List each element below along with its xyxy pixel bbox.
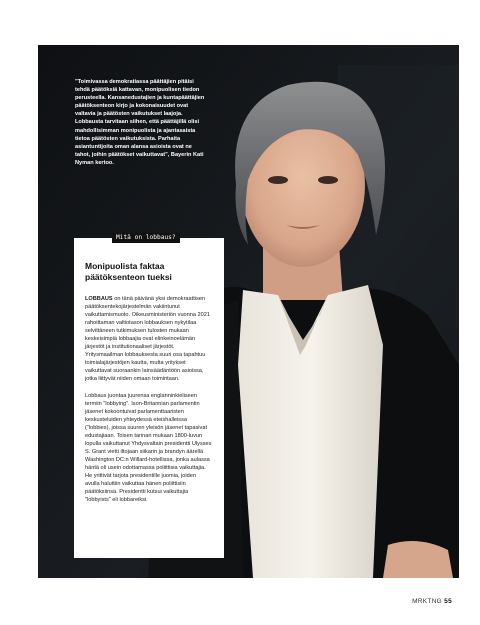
page-footer: [412, 598, 452, 605]
info-box-tag: Mitä on lobbaus?: [112, 233, 180, 243]
info-box-paragraph-1: [85, 295, 212, 384]
paragraph-1-text: on tänä päivänä yksi demokraattisen päätöksentekojärjestelmän vakiintunut vaikuttamismuoto. Oikeusministeriön vuonna 2021 rahoittaman valtiotason lobbauksen nykytilaa selvittäneen tutkimuksen tulosten mukaan keskeisimpiä lobbaajia ovat elinkeinoelämän järjestöt ja institutionaaliset järjestöt. Yritysmaailman lobbauksesta suuri osa tapahtuu toimialajärjestöjen kautta, mutta yritykset vaikuttavat suoraankin lainsäädäntöön asioissa, jotka liittyvät niiden omaan toimintaan.: [85, 296, 210, 383]
paragraph-lead: LOBBAUS: [85, 296, 113, 302]
info-box-title: Monipuolista faktaa päätöksenteon tueksi: [85, 261, 172, 282]
brand-name: MRKTNG: [412, 598, 443, 605]
page-number: 55: [444, 598, 452, 605]
info-box-paragraph-2: Lobbaus juontaa juurensa englanninkieliseen termiin "lobbying". Ison-Britannian parlamentin jäsenet kokoontuivat parlamenttaaristen keskusteluiden yhteydessä eteishalleissa ("lobbies), joissa suuren yleisön jäsenet tapasivat edustajiaan. Toisen tarinan mukaan 1800-luvun lopulla vaikuttanut Yhdysvaltain presidentti Ulysses S. Grant vietti iltojaan siikarin ja brandyn äärellä Washington DC:n Willard-hotellissa, jonka aulassa häntä oli usein odottamassa poliittisia vaikuttajia. He yrittivät tarjota presidentille juomia, joiden avulla haluttiin vaikuttaa hänen poliittisiin päätöksiinsä. Presidentti kutsui vaikuttajia "lobbyists" eli lobbareiksi.: [85, 392, 212, 504]
pull-quote: "Toimivassa demokratiassa päättäjien pitäisi tehdä päätöksiä kattavan, monipuolisen tiedon perusteella. Kansanedustajien ja kuntapäättäjien päätöksenteon kirjo ja kokonaisuudet ovat valtavia ja päätösten vaikutukset laajoja. Lobbausta tarvitaan siihen, että päättäjillä olisi mahdollisimman monipuolista ja ajantasaista tietoa päätösten vaikutuksista. Parhaita asiantuntijoita oman alansa asioista ovat ne tahot, joihin päätökset vaikuttavat", Bayerin Kati Nyman kertoo.: [75, 79, 205, 166]
info-box: [74, 234, 224, 558]
